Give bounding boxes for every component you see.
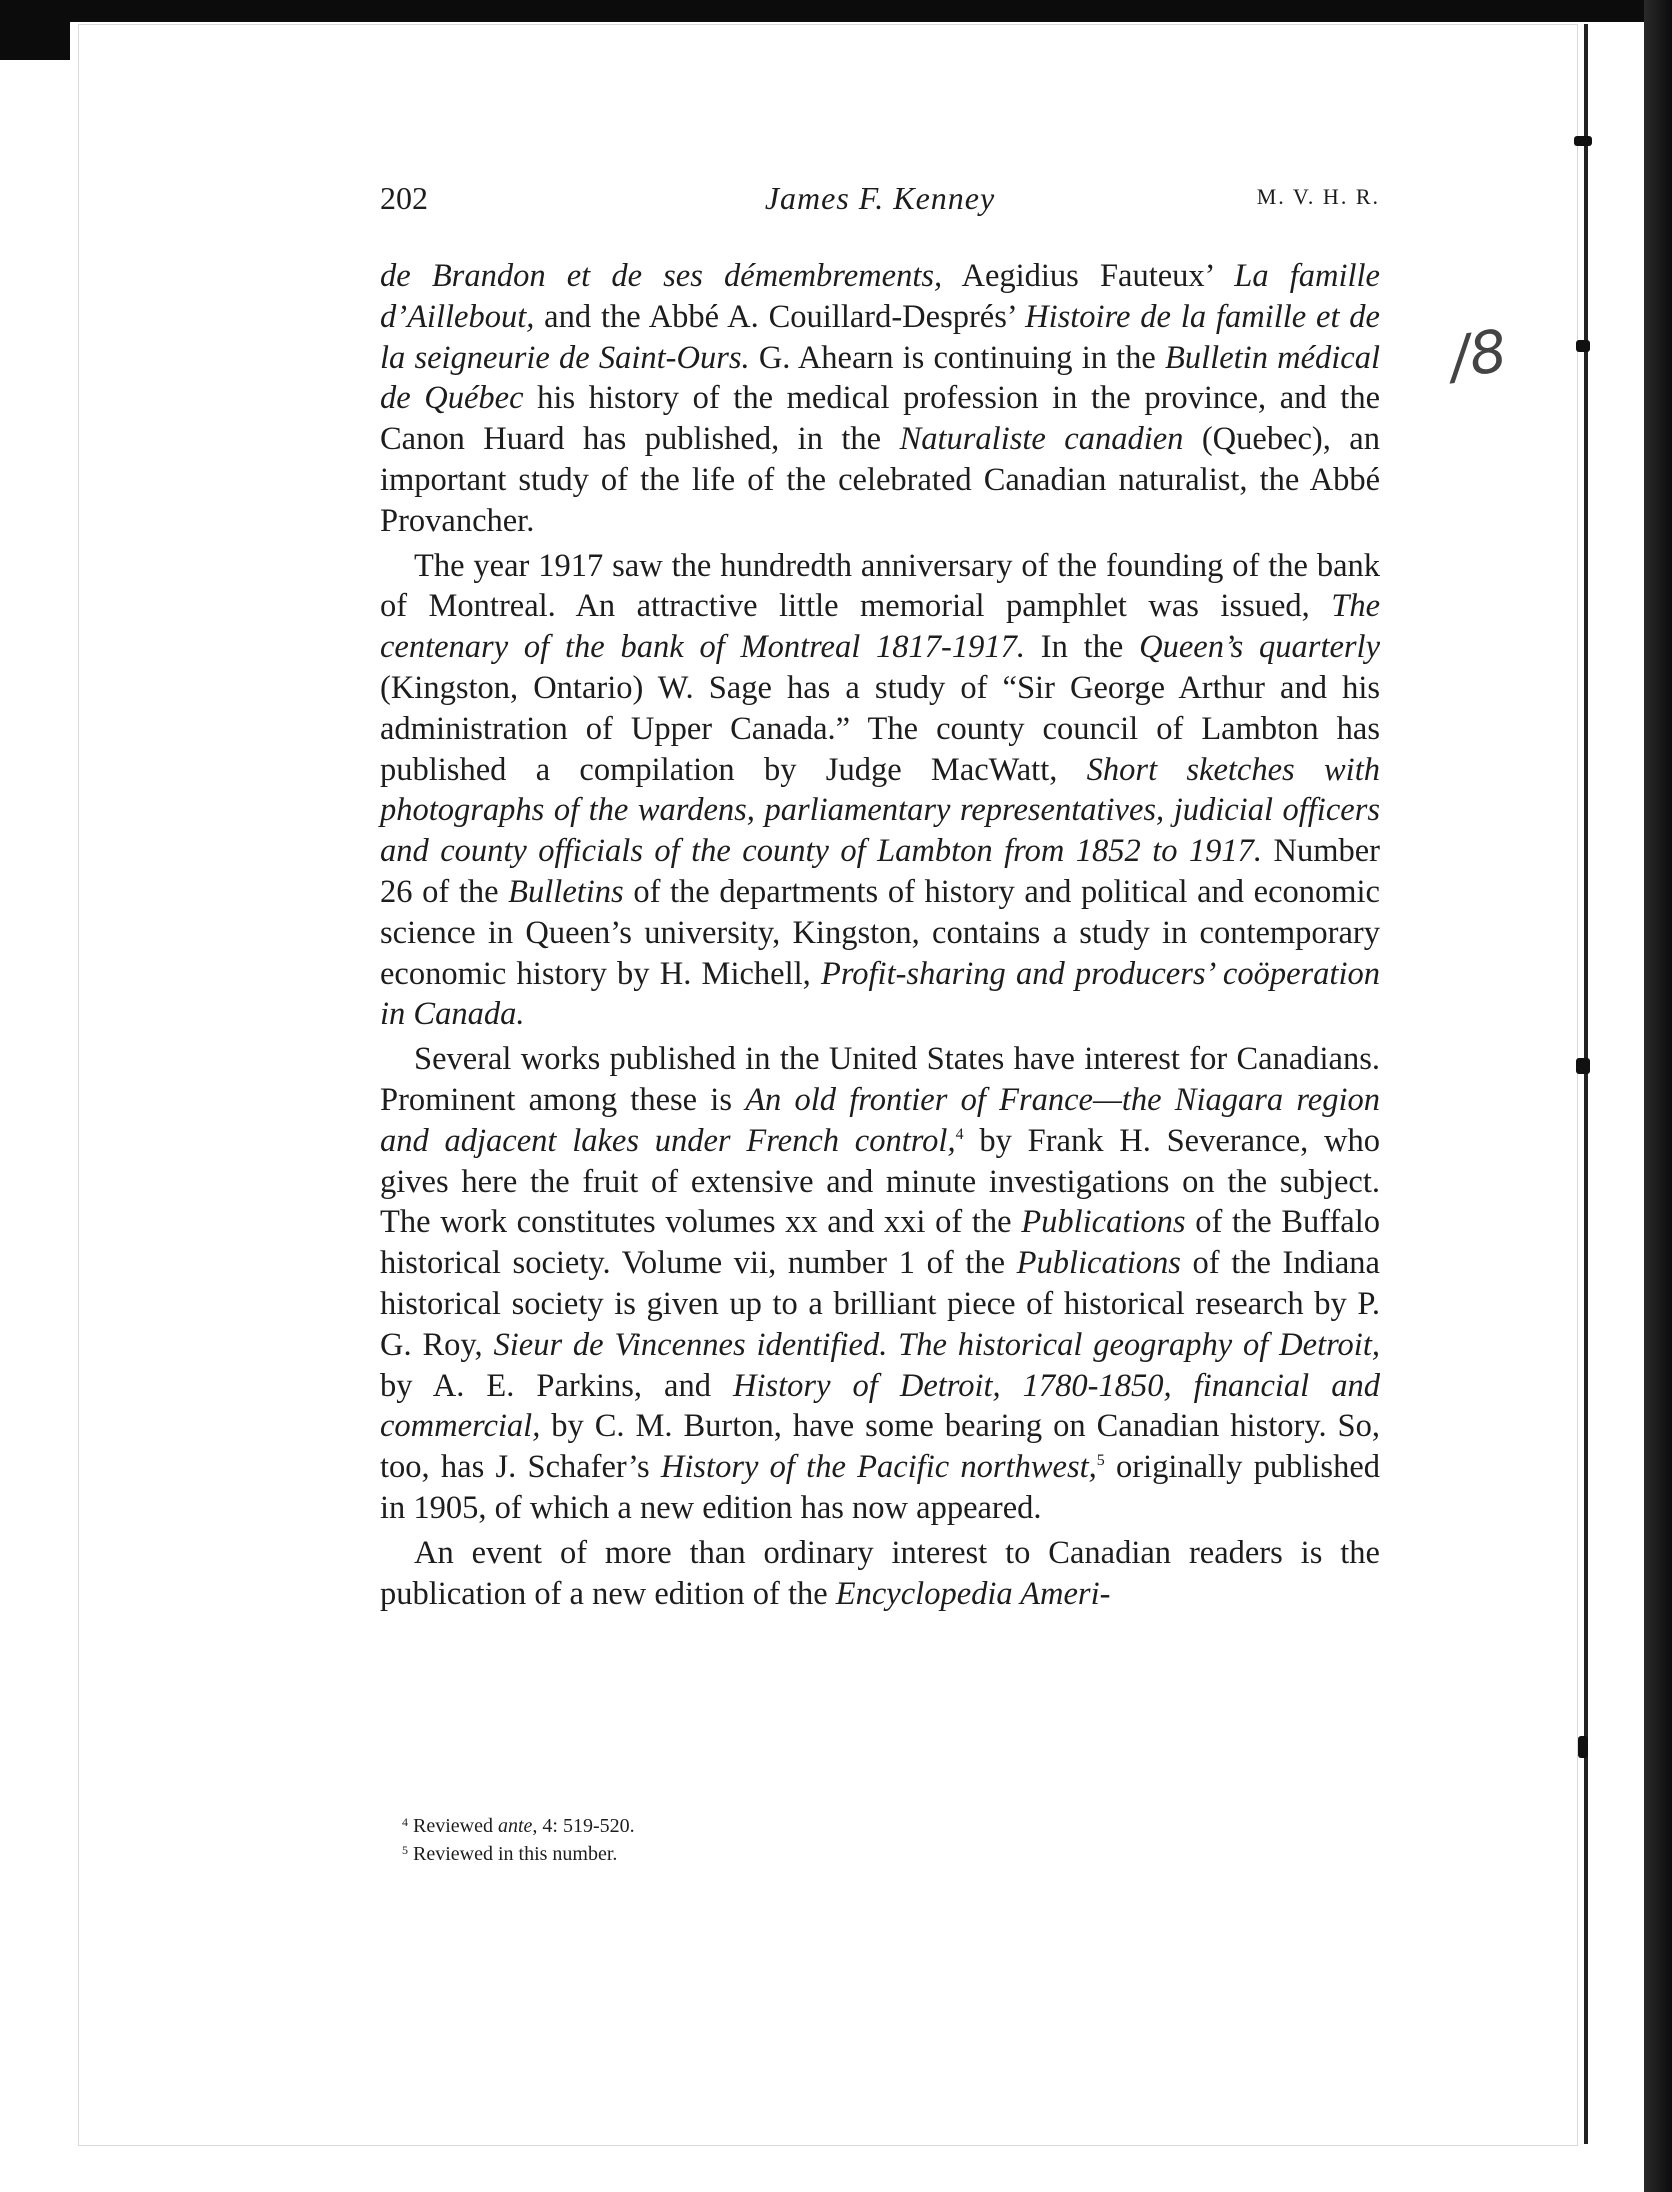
italic-title: Bulletin médical de Québec [380,339,1381,417]
binding-mark [1578,1736,1588,1758]
text-run: Aegidius Fauteux’ [942,258,1235,294]
italic-title: History of Detroit, 1780-1850, financial and commercial, [380,1367,1380,1445]
italic-title: The centenary of the bank of Montreal 1817-1917. [380,588,1380,666]
handwritten-annotation: /8 [1445,316,1511,392]
text-run: of the departments of history and political and economic science in Queen’s university, Kingston, contains a study in contemporary economic history by H. Michell, [380,873,1380,992]
text-run: (Quebec), an important study of the life of the celebrated Canadian naturalist, the Abbé Provancher. [380,421,1380,539]
text-run: The year 1917 saw the hundredth anniversary of the founding of the bank of Montreal. An attractive little memorial pamphlet was issued, [380,547,1380,625]
text-run: G. Ahearn is continuing in the [749,339,1166,376]
italic-title: Queen’s quarterly [1139,629,1381,666]
italic-title: Encyclopedia Ameri- [835,1575,1111,1612]
text-run: originally published in 1905, of which a new edition has now appeared. [380,1449,1380,1526]
footnote-reference: 4 [955,1125,964,1143]
paragraph [380,546,1380,1036]
text-run: by C. M. Burton, have some bearing on Canadian history. So, too, has J. Schafer’s [380,1408,1380,1486]
footnote [380,1840,1380,1868]
italic-title: Publications [1016,1245,1181,1282]
italic-title: History of the Pacific northwest, [660,1449,1097,1486]
binding-mark [1576,1058,1590,1074]
italic-title: Naturaliste canadien [899,421,1184,458]
italic-title: Sieur de Vincennes identified. The historical geography of Detroit, [493,1326,1380,1363]
footnote-number: 5 [402,1843,408,1857]
text-run: his history of the medical profession in the province, and the Canon Huard has published, in the [380,380,1381,458]
footnote-reference: 5 [1096,1452,1105,1470]
paragraph [380,256,1380,542]
scan-border-right [1644,0,1672,2192]
italic-title: ante, [497,1815,538,1837]
text-run: In the [1025,629,1140,666]
italic-title: Profit-sharing and producers’ coöperation in Canada. [380,955,1380,1033]
journal-abbreviation: M. V. H. R. [1256,184,1380,209]
text-run: of the Indiana historical society is given up to a brilliant piece of historical research by P. G. Roy, [380,1245,1380,1363]
scan-border-corner [0,0,70,60]
text-run: (Kingston, Ontario) W. Sage has a study of “Sir George Arthur and his administration of Upper Canada.” The county council of Lambton has published a compilation by Judge MacWatt, [380,669,1380,788]
running-title: James F. Kenney [764,180,996,216]
text-run: Several works published in the United States have interest for Canadians. Prominent among these is [380,1041,1380,1118]
italic-title: Short sketches with photographs of the wardens, parliamentary representatives, judicial officers and county officials of the county of Lambton from 1852 to 1917. [380,751,1380,870]
text-run: by Frank H. Severance, who gives here the fruit of extensive and minute investigations on the subject. The work constitutes volumes xx and xxi of the [380,1122,1380,1241]
italic-title: de Brandon et de ses démembrements, [380,258,943,294]
text-run: Number 26 of the [380,833,1381,910]
binding-mark [1576,340,1590,352]
text-run: of the Buffalo historical society. Volume vii, number 1 of the [380,1204,1381,1282]
binding-mark [1574,136,1592,146]
text-run: Reviewed [413,1815,498,1837]
body-text [380,256,1380,1614]
scan-border-top [0,0,1672,22]
text-run: Reviewed in this number. [413,1843,618,1865]
paragraph [380,1533,1380,1615]
footnotes [380,1812,1380,1868]
footnote [380,1812,1380,1840]
footnote-number: 4 [402,1815,408,1829]
page-header [380,180,1380,230]
page-number: 202 [380,180,428,216]
paragraph [380,1039,1380,1529]
text-run: 4: 519-520. [537,1815,635,1837]
text-run: An event of more than ordinary interest to Canadian readers is the publication of a new edition of the [380,1534,1380,1612]
italic-title: Bulletins [508,873,624,910]
italic-title: An old frontier of France—the Niagara region and adjacent lakes under French control, [380,1081,1380,1159]
text-run: and the Abbé A. Couillard-Després’ [534,298,1026,335]
italic-title: Histoire de la famille et de la seigneurie de Saint-Ours. [380,298,1380,376]
italic-title: La famille d’Aillebout, [380,258,1380,335]
text-run: by A. E. Parkins, and [380,1367,733,1404]
italic-title: Publications [1021,1204,1186,1241]
